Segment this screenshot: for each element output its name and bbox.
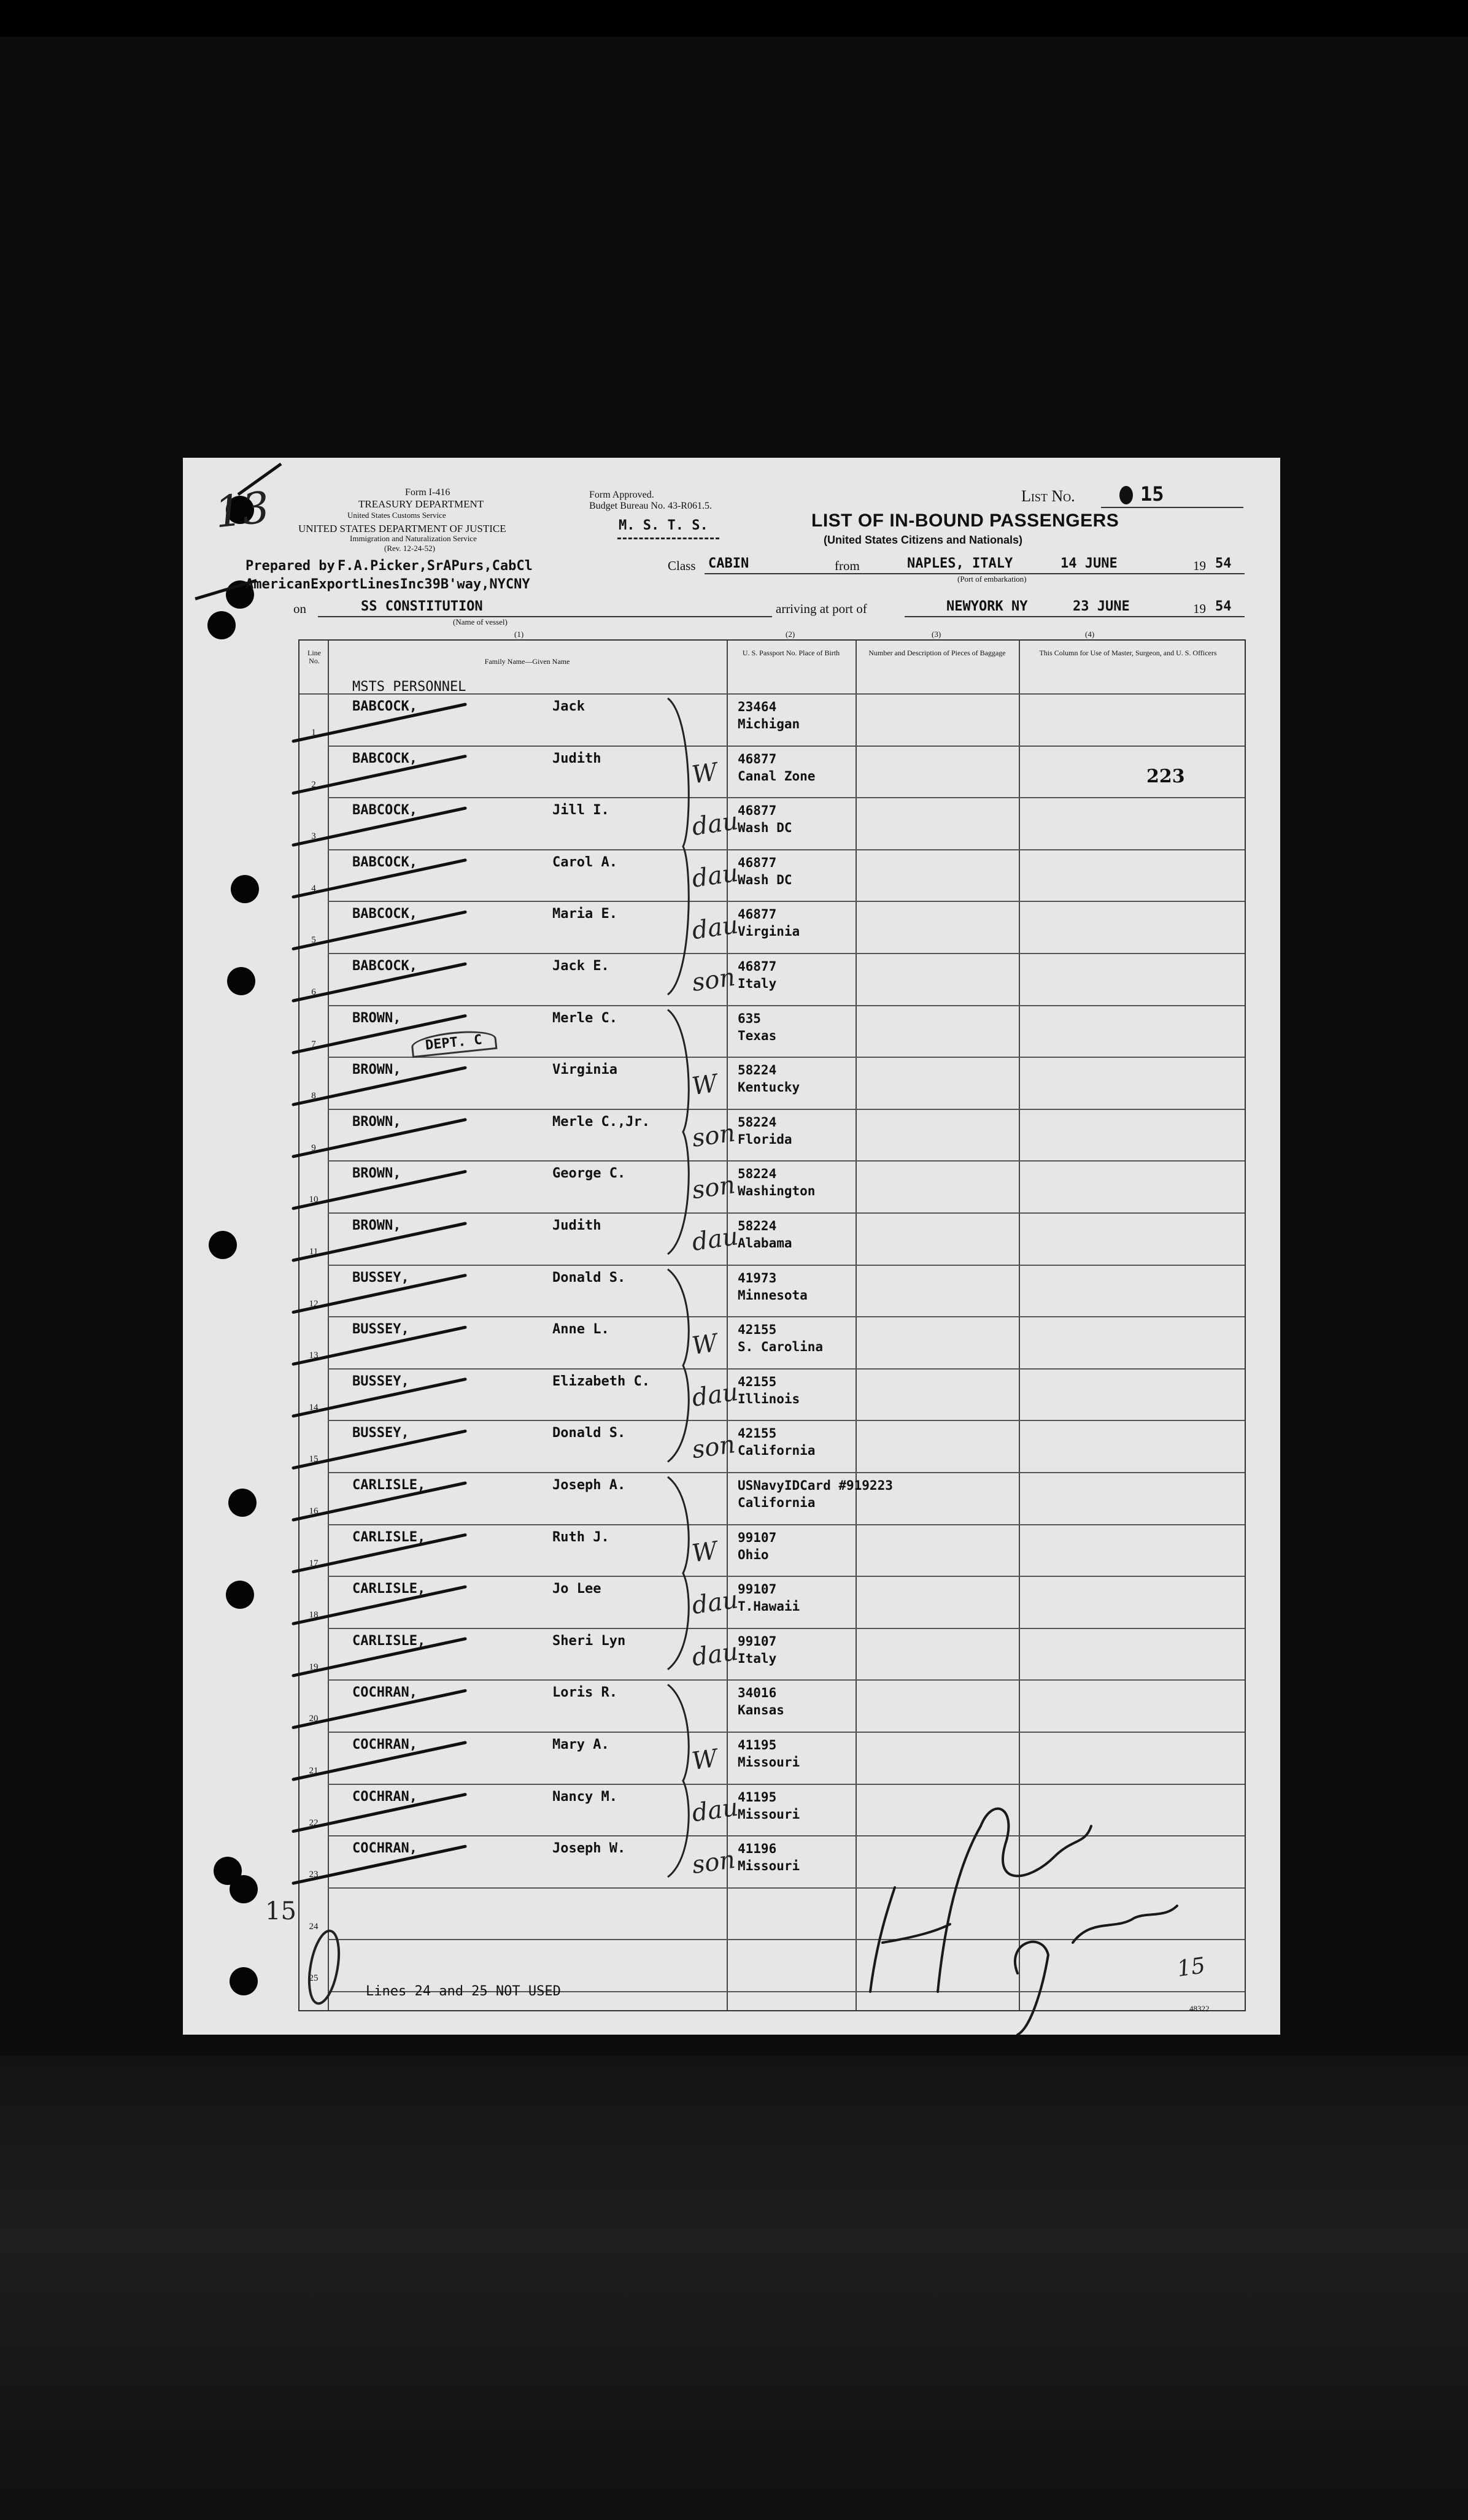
family-name: CARLISLE, xyxy=(352,1478,426,1493)
given-name: Maria E. xyxy=(552,906,617,922)
strike-line xyxy=(293,1379,465,1416)
family-name: COCHRAN, xyxy=(352,1737,417,1752)
depart-year-prefix: 19 xyxy=(1193,558,1206,573)
film-bottom-area xyxy=(0,2056,1468,2520)
given-name: Elizabeth C. xyxy=(552,1373,650,1389)
arrival-port: NEWYORK NY xyxy=(946,599,1028,614)
relation-note: son xyxy=(690,963,737,997)
passport-number: 58224 xyxy=(738,1219,777,1233)
page-title: LIST OF IN-BOUND PASSENGERS xyxy=(811,511,1119,531)
line-number: 8 xyxy=(311,1091,316,1101)
relation-note: W xyxy=(690,1069,719,1101)
family-name: COCHRAN, xyxy=(352,1841,417,1857)
relation-note: dau xyxy=(690,1586,740,1620)
line-number: 22 xyxy=(309,1817,319,1828)
strike-line xyxy=(293,1276,465,1312)
dept-stamp-text: DEPT. C xyxy=(424,1032,483,1054)
relation-note: dau xyxy=(690,807,740,842)
family-name: BUSSEY, xyxy=(352,1373,409,1389)
family-bracket xyxy=(668,1270,689,1462)
corner-number: 15 xyxy=(265,1897,296,1925)
prepared-by-value: F.A.Picker,SrAPurs,CabCl xyxy=(338,558,533,574)
officer-signature xyxy=(870,1809,1091,1992)
family-name: BROWN, xyxy=(352,1062,401,1078)
given-name: Carol A. xyxy=(552,854,617,870)
family-bracket xyxy=(668,1477,689,1670)
line-number: 2 xyxy=(311,779,316,790)
margin-scribble xyxy=(238,464,281,495)
vessel-note: (Name of vessel) xyxy=(453,617,508,626)
relation-note: dau xyxy=(690,1378,740,1412)
line-number: 21 xyxy=(309,1766,319,1776)
from-label: from xyxy=(835,558,860,573)
birth-place: Washington xyxy=(738,1184,816,1199)
passport-number: 41195 xyxy=(738,1789,777,1805)
strike-line xyxy=(293,1431,465,1468)
family-bracket xyxy=(668,1684,689,1877)
strike-line xyxy=(293,1327,465,1364)
strike-line xyxy=(293,1587,465,1624)
passport-number: 46877 xyxy=(738,803,777,819)
birth-place: Virginia xyxy=(738,924,800,939)
family-name: BROWN, xyxy=(352,1166,401,1182)
ins-service: Immigration and Naturalization Service xyxy=(350,534,477,543)
line-number: 17 xyxy=(309,1558,319,1568)
passport-number: 41195 xyxy=(738,1738,777,1752)
relation-note: son xyxy=(690,1171,737,1205)
birth-place: Italy xyxy=(738,976,777,991)
given-name: Loris R. xyxy=(552,1685,617,1701)
strike-line xyxy=(293,1171,465,1208)
line-number: 6 xyxy=(311,987,316,997)
given-name: Joseph A. xyxy=(552,1478,626,1493)
passport-number: 46877 xyxy=(738,855,777,870)
customs-service: United States Customs Service xyxy=(347,511,446,520)
form-approved: Form Approved. xyxy=(589,490,654,500)
passport-number: 41196 xyxy=(738,1841,777,1857)
family-name: BROWN, xyxy=(352,1010,401,1026)
budget-bureau: Budget Bureau No. 43-R061.5. xyxy=(589,501,712,511)
on-label: on xyxy=(293,601,306,616)
line-number: 4 xyxy=(311,883,316,893)
family-name: CARLISLE, xyxy=(352,1581,426,1597)
birth-place: Missouri xyxy=(738,1755,800,1770)
family-name: BUSSEY, xyxy=(352,1425,409,1441)
strike-line xyxy=(293,1690,465,1727)
line-number: 16 xyxy=(309,1506,319,1516)
birth-place: California xyxy=(738,1495,816,1510)
given-name: Jo Lee xyxy=(552,1581,601,1597)
line-number: 19 xyxy=(309,1662,319,1672)
line-number: 9 xyxy=(311,1142,316,1153)
given-name: Anne L. xyxy=(552,1322,609,1338)
birth-place: Minnesota xyxy=(738,1287,808,1303)
relation-note: son xyxy=(690,1845,737,1880)
margin-handwritten-number: 13 xyxy=(212,482,272,538)
given-name: Donald S. xyxy=(552,1425,626,1441)
given-name: Jack E. xyxy=(552,958,609,974)
passport-number: 42155 xyxy=(738,1322,777,1338)
given-name: Mary A. xyxy=(552,1737,609,1752)
family-name: BROWN, xyxy=(352,1218,401,1233)
family-bracket xyxy=(668,1010,689,1254)
relation-note: son xyxy=(690,1119,737,1153)
birth-place: Italy xyxy=(738,1651,777,1666)
line-number: 18 xyxy=(309,1610,319,1620)
passport-number: 42155 xyxy=(738,1374,777,1389)
birth-place: Alabama xyxy=(738,1236,792,1250)
family-bracket xyxy=(668,698,689,995)
passport-number: 58224 xyxy=(738,1063,777,1078)
col-header-baggage: Number and Description of Pieces of Baggage xyxy=(868,649,1006,657)
strike-line xyxy=(293,912,465,949)
strike-line xyxy=(293,1068,465,1104)
passport-number: 42155 xyxy=(738,1426,777,1441)
birth-place: Ohio xyxy=(738,1547,769,1562)
passport-number: 99107 xyxy=(738,1582,777,1597)
shipping-agent: AmericanExportLinesInc39B'way,NYCNY xyxy=(245,577,530,592)
col-header-officers: This Column for Use of Master, Surgeon, and U. S. Officers xyxy=(1039,649,1217,657)
given-name: Virginia xyxy=(552,1062,617,1078)
family-name: BABCOCK, xyxy=(352,699,417,714)
strike-line xyxy=(293,964,465,1001)
given-name: Jack xyxy=(552,699,585,714)
officer-signature-time xyxy=(1015,1906,1177,2035)
depart-year: 54 xyxy=(1215,556,1232,571)
arrival-date: 23 JUNE xyxy=(1073,599,1130,614)
officer-number: 223 xyxy=(1146,766,1185,787)
strike-line xyxy=(293,1223,465,1260)
birth-place: Texas xyxy=(738,1028,777,1043)
birth-place: S. Carolina xyxy=(738,1339,824,1355)
strike-line xyxy=(293,1535,465,1572)
line-number: 1 xyxy=(311,728,316,738)
birth-place: Wash DC xyxy=(738,872,792,887)
given-name: Nancy M. xyxy=(552,1789,617,1805)
handwriting-layer xyxy=(183,458,1280,2035)
strike-line xyxy=(293,1639,465,1676)
col-num-1: (1) xyxy=(514,630,524,639)
family-name: BROWN, xyxy=(352,1114,401,1130)
col-num-4: (4) xyxy=(1085,630,1095,639)
family-name: BUSSEY, xyxy=(352,1270,409,1285)
line-number: 7 xyxy=(311,1039,316,1049)
passport-number: 99107 xyxy=(738,1633,777,1649)
prepared-by-label: Prepared by xyxy=(245,558,335,574)
birth-place: Michigan xyxy=(738,717,800,731)
relation-note: W xyxy=(690,758,719,790)
relation-note: W xyxy=(690,1744,719,1776)
class-label: Class xyxy=(668,558,696,573)
depart-date: 14 JUNE xyxy=(1060,556,1118,571)
given-name: Jill I. xyxy=(552,803,609,819)
col-num-3: (3) xyxy=(932,630,941,639)
strike-line xyxy=(293,757,465,793)
strike-line xyxy=(293,1795,465,1832)
relation-note: W xyxy=(690,1328,719,1361)
line-number: 5 xyxy=(311,935,316,946)
given-name: Donald S. xyxy=(552,1270,626,1285)
pencil-oval xyxy=(304,1929,344,2006)
given-name: Sheri Lyn xyxy=(552,1633,626,1649)
list-number-value: 15 xyxy=(1140,482,1164,506)
relation-note: dau xyxy=(690,911,740,946)
vessel-name: SS CONSTITUTION xyxy=(361,599,483,614)
family-name: BABCOCK, xyxy=(352,803,417,819)
list-number-label: List No. xyxy=(1021,487,1075,505)
birth-place: Florida xyxy=(738,1131,792,1147)
passport-number: 58224 xyxy=(738,1114,777,1130)
line-number: 11 xyxy=(309,1247,319,1257)
col-num-2: (2) xyxy=(786,630,795,639)
passport-number: 99107 xyxy=(738,1530,777,1545)
relation-note: dau xyxy=(690,858,740,893)
family-name: CARLISLE, xyxy=(352,1633,426,1649)
family-name: BABCOCK, xyxy=(352,906,417,922)
strike-line xyxy=(293,1846,465,1883)
family-name: CARLISLE, xyxy=(352,1529,426,1545)
relation-note: dau xyxy=(690,1793,740,1828)
given-name: George C. xyxy=(552,1166,626,1182)
line-number: 14 xyxy=(309,1402,319,1412)
relation-note: dau xyxy=(690,1637,740,1672)
given-name: Joseph W. xyxy=(552,1841,626,1857)
arriving-label: arriving at port of xyxy=(776,601,867,616)
birth-place: California xyxy=(738,1443,816,1458)
strike-line xyxy=(293,1743,465,1779)
form-number: Form I-416 xyxy=(405,487,450,498)
from-port: NAPLES, ITALY xyxy=(907,556,1013,571)
birth-place: T.Hawaii xyxy=(738,1599,800,1614)
passport-number: 46877 xyxy=(738,907,777,922)
film-top-edge xyxy=(0,0,1468,37)
line-number: 24 xyxy=(309,1921,319,1932)
family-name: COCHRAN, xyxy=(352,1685,417,1701)
passport-number: 34016 xyxy=(738,1686,777,1701)
family-name: BABCOCK, xyxy=(352,958,417,974)
msts-code: M. S. T. S. xyxy=(619,518,708,533)
col-header-passport: U. S. Passport No. Place of Birth xyxy=(742,649,840,657)
form-code: 48322 xyxy=(1189,2004,1210,2013)
passport-number: 58224 xyxy=(738,1166,777,1182)
birth-place: Wash DC xyxy=(738,820,792,836)
relation-note: W xyxy=(690,1536,719,1568)
strike-line xyxy=(293,1120,465,1157)
birth-place: Canal Zone xyxy=(738,768,816,784)
line-number: 13 xyxy=(309,1351,319,1361)
passport-number: 46877 xyxy=(738,959,777,974)
passport-number: USNavyIDCard #919223 xyxy=(738,1478,893,1493)
family-name: BUSSEY, xyxy=(352,1322,409,1338)
line-number: 12 xyxy=(309,1298,319,1309)
given-name: Merle C.,Jr. xyxy=(552,1114,650,1130)
form-revision: (Rev. 12-24-52) xyxy=(384,544,435,553)
line-number: 15 xyxy=(309,1454,319,1465)
manifest-page xyxy=(183,458,1280,2035)
family-name: BABCOCK, xyxy=(352,854,417,870)
family-name: BABCOCK, xyxy=(352,750,417,766)
given-name: Judith xyxy=(552,750,601,766)
col-header-line: Line No. xyxy=(307,649,321,665)
corner-mark: 15 xyxy=(1175,1953,1207,1982)
given-name: Judith xyxy=(552,1218,601,1233)
strike-line xyxy=(293,704,465,741)
treasury-dept: TREASURY DEPARTMENT xyxy=(358,498,484,510)
given-name: Ruth J. xyxy=(552,1529,609,1545)
passport-number: 41973 xyxy=(738,1270,777,1285)
given-name: Merle C. xyxy=(552,1010,617,1026)
arrival-year-prefix: 19 xyxy=(1193,601,1206,616)
line-number: 25 xyxy=(309,1973,319,1984)
strike-line xyxy=(293,860,465,897)
passport-number: 635 xyxy=(738,1011,761,1026)
justice-dept: UNITED STATES DEPARTMENT OF JUSTICE xyxy=(298,523,506,534)
passport-number: 46877 xyxy=(738,751,777,766)
line-number: 3 xyxy=(311,831,316,842)
birth-place: Missouri xyxy=(738,1859,800,1874)
birth-place: Illinois xyxy=(738,1391,800,1406)
line-number: 20 xyxy=(309,1714,319,1724)
birth-place: Kansas xyxy=(738,1703,784,1718)
strike-line xyxy=(293,1016,465,1053)
relation-note: dau xyxy=(690,1222,740,1257)
footer-note: Lines 24 and 25 NOT USED xyxy=(366,1984,561,1999)
relation-note: son xyxy=(690,1430,737,1465)
strike-line xyxy=(293,1483,465,1520)
birth-place: Kentucky xyxy=(738,1080,800,1095)
class-value: CABIN xyxy=(708,556,749,571)
birth-place: Missouri xyxy=(738,1806,800,1822)
col-header-name: Family Name—Given Name xyxy=(484,657,570,666)
family-name: COCHRAN, xyxy=(352,1789,417,1805)
line-number: 10 xyxy=(309,1195,319,1205)
line-number: 23 xyxy=(309,1870,319,1880)
strike-line xyxy=(293,808,465,845)
port-embarkation-note: (Port of embarkation) xyxy=(957,574,1027,584)
passport-number: 23464 xyxy=(738,699,777,714)
group-label: MSTS PERSONNEL xyxy=(352,679,466,695)
margin-scribble xyxy=(195,580,257,599)
arrival-year: 54 xyxy=(1215,599,1232,614)
page-subtitle: (United States Citizens and Nationals) xyxy=(824,534,1023,546)
